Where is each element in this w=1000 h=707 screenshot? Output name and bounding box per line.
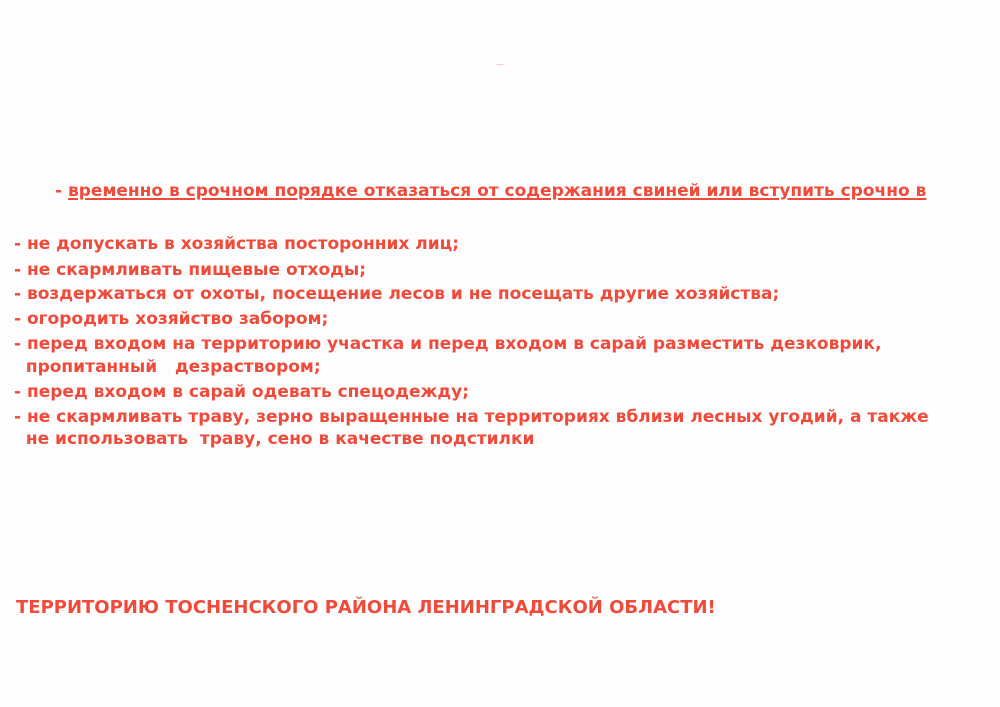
urgent-measure-line-2 bbox=[0, 203, 1000, 225]
measure-item-continuation: не использовать траву, сено в качестве подстилки bbox=[14, 429, 535, 449]
intro-line-3 bbox=[0, 131, 1000, 153]
incidents-line bbox=[0, 453, 1000, 475]
urgent-prefix: - bbox=[55, 181, 68, 201]
contacts-phones-line bbox=[0, 671, 1000, 693]
intro-line-2 bbox=[0, 106, 1000, 128]
warning-line-1 bbox=[0, 526, 1000, 548]
warning-line-3 bbox=[0, 573, 1000, 595]
request-line bbox=[0, 156, 1000, 178]
urgent-text-1: временно в срочном порядке отказаться от содержания свиней или вступить срочно в bbox=[67, 181, 927, 201]
measure-item: - огородить хозяйство забором; bbox=[14, 309, 329, 329]
intro-line-1 bbox=[0, 80, 1000, 102]
measure-item: - перед входом на территорию участка и перед входом в сарай разместить дезковрик, bbox=[14, 334, 882, 354]
contacts-line bbox=[0, 623, 1000, 645]
contacts-phones-line bbox=[0, 648, 1000, 670]
urgent-measure-line-1 bbox=[55, 180, 926, 202]
incidents-line bbox=[0, 477, 1000, 499]
measure-item: - перед входом в сарай одевать спецодежду; bbox=[14, 382, 470, 402]
measure-item-continuation: пропитанный дезраствором; bbox=[14, 357, 321, 377]
notice-title: ВНИМАНИЕ! bbox=[496, 65, 504, 66]
measure-item: - не допускать в хозяйства посторонних лиц; bbox=[14, 234, 460, 254]
warning-line-2 bbox=[0, 550, 1000, 572]
measure-item: - не скармливать траву, зерно выращенные на территориях вблизи лесных угодий, а также bbox=[14, 407, 929, 427]
measure-item: - воздержаться от охоты, посещение лесов и не посещать другие хозяйства; bbox=[14, 284, 780, 304]
measure-item: - не скармливать пищевые отходы; bbox=[14, 260, 367, 280]
warning-line-4: ТЕРРИТОРИЮ ТОСНЕНСКОГО РАЙОНА ЛЕНИНГРАДСКОЙ ОБЛАСТИ! bbox=[16, 597, 716, 618]
incidents-line bbox=[0, 501, 1000, 523]
